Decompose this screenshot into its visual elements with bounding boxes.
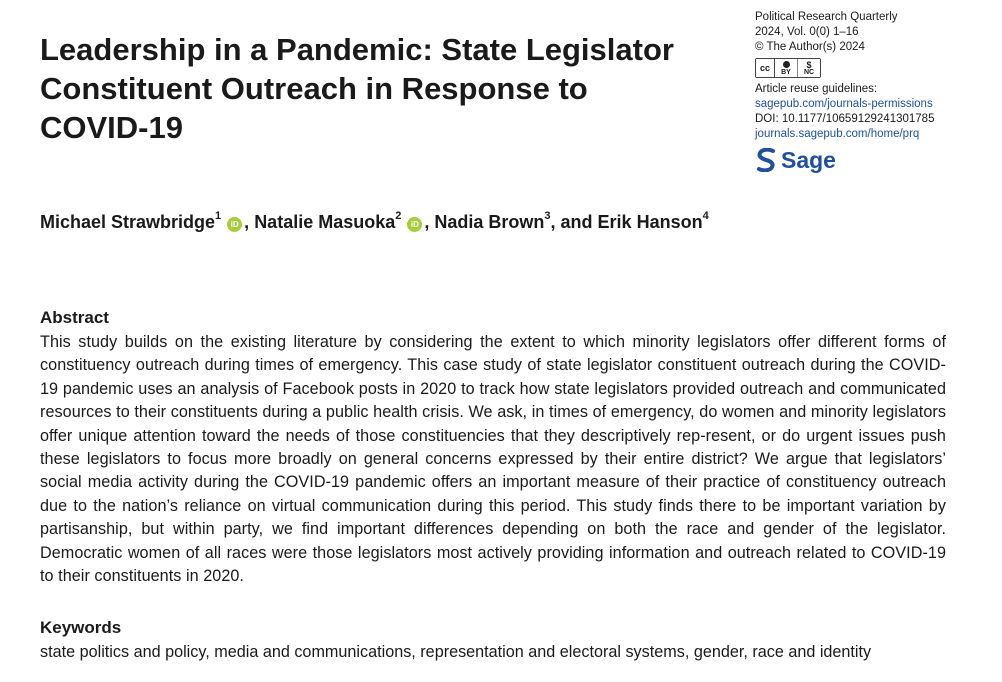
doi[interactable]: DOI: 10.1177/10659129241301785	[755, 113, 935, 125]
author-list: Michael Strawbridge$^1$iD , Natalie Masuoka$^2$iD , Nadia Brown$^3$, and Erik Hanson$^4$	[40, 210, 709, 232]
title-line-3: COVID-19	[40, 110, 183, 145]
author-name: Erik Hanson	[597, 212, 703, 232]
sage-logo[interactable]	[755, 148, 995, 172]
author-name: Michael Strawbridge	[40, 212, 216, 232]
permissions-link[interactable]: sagepub.com/journals-permissions	[755, 98, 933, 110]
journal-name: Political Research Quarterly	[755, 11, 898, 23]
noncommercial-icon: $ NC	[797, 59, 820, 77]
author-affiliation: 3	[544, 210, 551, 222]
author-name: Natalie Masuoka	[254, 212, 396, 232]
abstract-heading: Abstract	[40, 308, 109, 327]
author-affiliation: 4	[702, 210, 709, 222]
journal-meta	[755, 10, 995, 172]
orcid-icon[interactable]: iD	[407, 217, 422, 232]
sage-s-icon	[755, 148, 777, 172]
keywords-heading: Keywords	[40, 618, 122, 637]
author-affiliation: 1	[215, 210, 222, 222]
author-affiliation: 2	[395, 210, 402, 222]
keywords-text: state politics and policy, media and communications, representation and electoral systems, gender, race and identity	[40, 643, 872, 661]
title-line-2: Constituent Outreach in Response to	[40, 71, 588, 106]
cc-license-badge[interactable]	[755, 58, 821, 78]
title-line-1: Leadership in a Pandemic: State Legislator	[40, 32, 674, 67]
reuse-label: Article reuse guidelines:	[755, 83, 878, 95]
copyright: © The Author(s) 2024	[755, 41, 865, 53]
journal-home-link[interactable]: journals.sagepub.com/home/prq	[755, 128, 920, 140]
orcid-icon[interactable]: iD	[227, 217, 242, 232]
article-title	[40, 30, 740, 147]
author-name: Nadia Brown	[434, 212, 545, 232]
cc-icon: cc	[756, 59, 775, 77]
abstract-text: This study builds on the existing literature by considering the extent to which minority legislators offer different forms of constituency outreach during times of emergency. This case study of state legislator constituent outreach during the COVID-19 pandemic uses an analysis of Facebook posts in 2020 to track how state legislators provided outreach and communicated resources to their constituents during a public health crisis. We ask, in times of emergency, do women and minority legislators offer unique attention toward the needs of those constituencies that they descriptively rep-resent, or do urgent issues push these legislators to focus more broadly on general concerns expressed by their entire district? We argue that legislators’ social media activity during the COVID-19 pandemic offers an important measure of their practice of constituency outreach due to the nation’s reliance on virtual communication during this period. This study finds there to be important variation by partisanship, but within party, we find important differences depending on both the race and gender of the legislator. Democratic women of all races were those legislators most actively providing information and outreach related to COVID-19 to their constituents in 2020.	[40, 333, 946, 586]
journal-volume: 2024, Vol. 0(0) 1–16	[755, 26, 859, 38]
sage-wordmark: Sage	[781, 146, 836, 173]
attribution-icon: BY	[775, 59, 797, 77]
